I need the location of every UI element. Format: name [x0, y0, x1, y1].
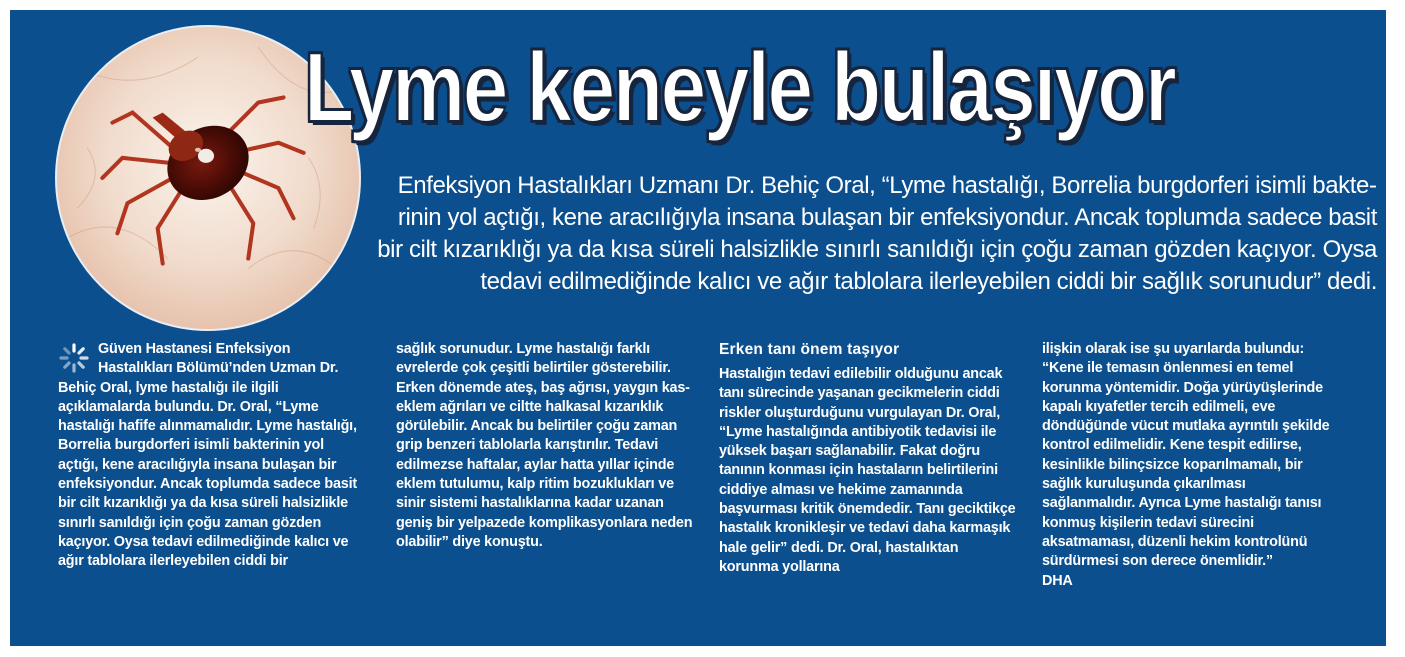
lead-paragraph: Enfeksiyon Hastalıkları Uzmanı Dr. Behiç Oral, “Lyme hastalığı, Borrelia burgdorferi isimli bakterinin yol açtığı, kene aracılığıyla insana bulaşan bir enfeksiyondur. Ancak toplumda sadece basit bir cilt kızarıklığı ya da kısa süreli halsizlikle sınırlı sanıldığı için çoğu zaman gözden kaçıyor. Oysa tedavi edilmediğinde kalıcı ve ağır tablolara ilerleyebilen ciddi bir sağlık sorunudur” dedi.	[377, 172, 1377, 295]
article-panel	[10, 10, 1386, 646]
column-4-text: ilişkin olarak ise şu uyarılarda bulundu: “Kene ile temasın önlenmesi en temel korunma yöntemidir. Doğa yürüyüşlerinde kapalı kıyafetler tercih edilmeli, eve döndüğünde vücut mutlaka ayrıntılı şekilde kontrol edilmelidir. Kene tespit edilirse, kesinlikle bilinçsizce koparılmamalı, bir sağlık kuruluşunda çıkarılması sağlanmalıdır. Ayrıca Lyme hastalığı tanısı konmuş kişilerin tedavi sürecini aksatmaması, düzenli hekim kontrolünü sürdürmesi son derece önemlidir.”	[1042, 341, 1330, 570]
spinner-bullet-icon	[58, 342, 90, 374]
column-4	[1042, 340, 1342, 591]
column-1	[58, 340, 358, 572]
subheading: Erken tanı önem taşıyor	[719, 341, 900, 358]
column-3-text: Hastalığın tedavi edilebilir olduğunu ancak tanı sürecinde yaşanan gecikmelerin ciddi riskler oluşturduğunu vurgulayan Dr. Oral, “Lyme hastalığında antibiyotik tedavisi ile yüksek başarı sağlanabilir. Fakat doğru tanının konması için hastaların belirtilerini ciddiye alması ve hekime zamanında başvurması kritik önemdedir. Tanı geciktikçe hastalık kronikleşir ve tedavi daha karmaşık hale gelir” dedi. Dr. Oral, hastalıktan korunma yollarına	[719, 366, 1016, 575]
headline: Lyme keneyle bulaşıyor	[304, 32, 1175, 142]
source-credit: DHA	[1042, 572, 1073, 589]
column-1-text: Güven Hastanesi Enfeksiyon Hastalıkları Bölümü’nden Uzman Dr. Behiç Oral, lyme hastalığı ile ilgili açıklamalarda bulundu. Dr. Oral, “Lyme hastalığı hafife alınmamalıdır. Lyme hastalığı, Borrelia burgdorferi isimli bakterinin yol açtığı, kene aracılığıyla insana bulaşan bir enfeksiyondur. Ancak toplumda sadece basit bir cilt kızarıklığı ya da kısa süreli halsizlikle sınırlı sanıldığı için çoğu zaman gözden kaçıyor. Oysa tedavi edilmediğinde kalıcı ve ağır tablolara ilerleyebilen ciddi bir	[58, 341, 357, 570]
column-2-text: sağlık sorunudur. Lyme hastalığı farklı evrelerde çok çeşitli belirtiler gösterebilir. Erken dönemde ateş, baş ağrısı, yaygın kas-eklem ağrıları ve ciltte halkasal kızarıklık görülebilir. Ancak bu belirtiler çoğu zaman grip benzeri tablolarla karıştırılır. Tedavi edilmezse haftalar, aylar hatta yıllar içinde eklem tutulumu, kalp ritim bozuklukları ve sinir sistemi hastalıklarına kadar uzanan geniş bir yelpazede komplikasyonlara neden olabilir” diye konuştu.	[396, 341, 693, 550]
column-3	[719, 340, 1019, 577]
column-2	[396, 340, 696, 552]
article-body	[58, 340, 1376, 640]
